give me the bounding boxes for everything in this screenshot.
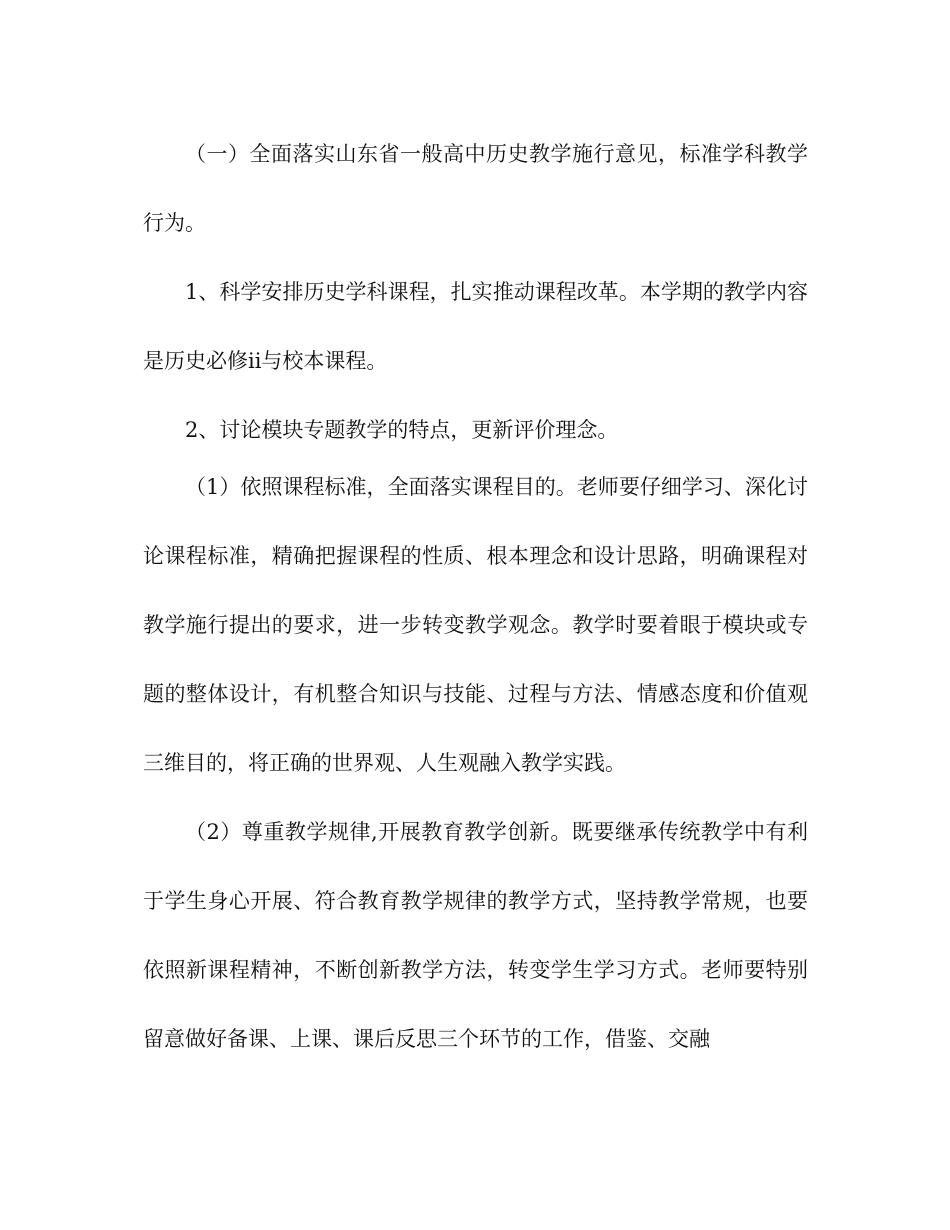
- document-body: [143, 120, 808, 1074]
- paragraph-item-1: 1、科学安排历史学科课程，扎实推动课程改革。本学期的教学内容是历史必修ii与校本课程。: [143, 280, 808, 373]
- paragraph-section-heading: （一）全面落实山东省一般高中历史教学施行意见，标准学科教学行为。: [143, 142, 808, 235]
- paragraph-item-2: 2、讨论模块专题教学的特点，更新评价理念。: [185, 418, 619, 442]
- paragraph-subitem-1: （1）依照课程标准，全面落实课程目的。老师要仔细学习、深化讨论课程标准，精确把握课程的性质、根本理念和设计思路，明确课程对教学施行提出的要求，进一步转变教学观念。教学时要着眼于模块或专题的整体设计，有机整合知识与技能、过程与方法、情感态度和价值观三维目的，将正确的世界观、人生观融入教学实践。: [143, 475, 808, 775]
- paragraph-subitem-2: （2）尊重教学规律,开展教育教学创新。既要继承传统教学中有利于学生身心开展、符合教育教学规律的教学方式，坚持教学常规，也要依照新课程精神，不断创新教学方法，转变学生学习方式。老师要特别留意做好备课、上课、课后反思三个环节的工作，借鉴、交融: [143, 820, 808, 1051]
